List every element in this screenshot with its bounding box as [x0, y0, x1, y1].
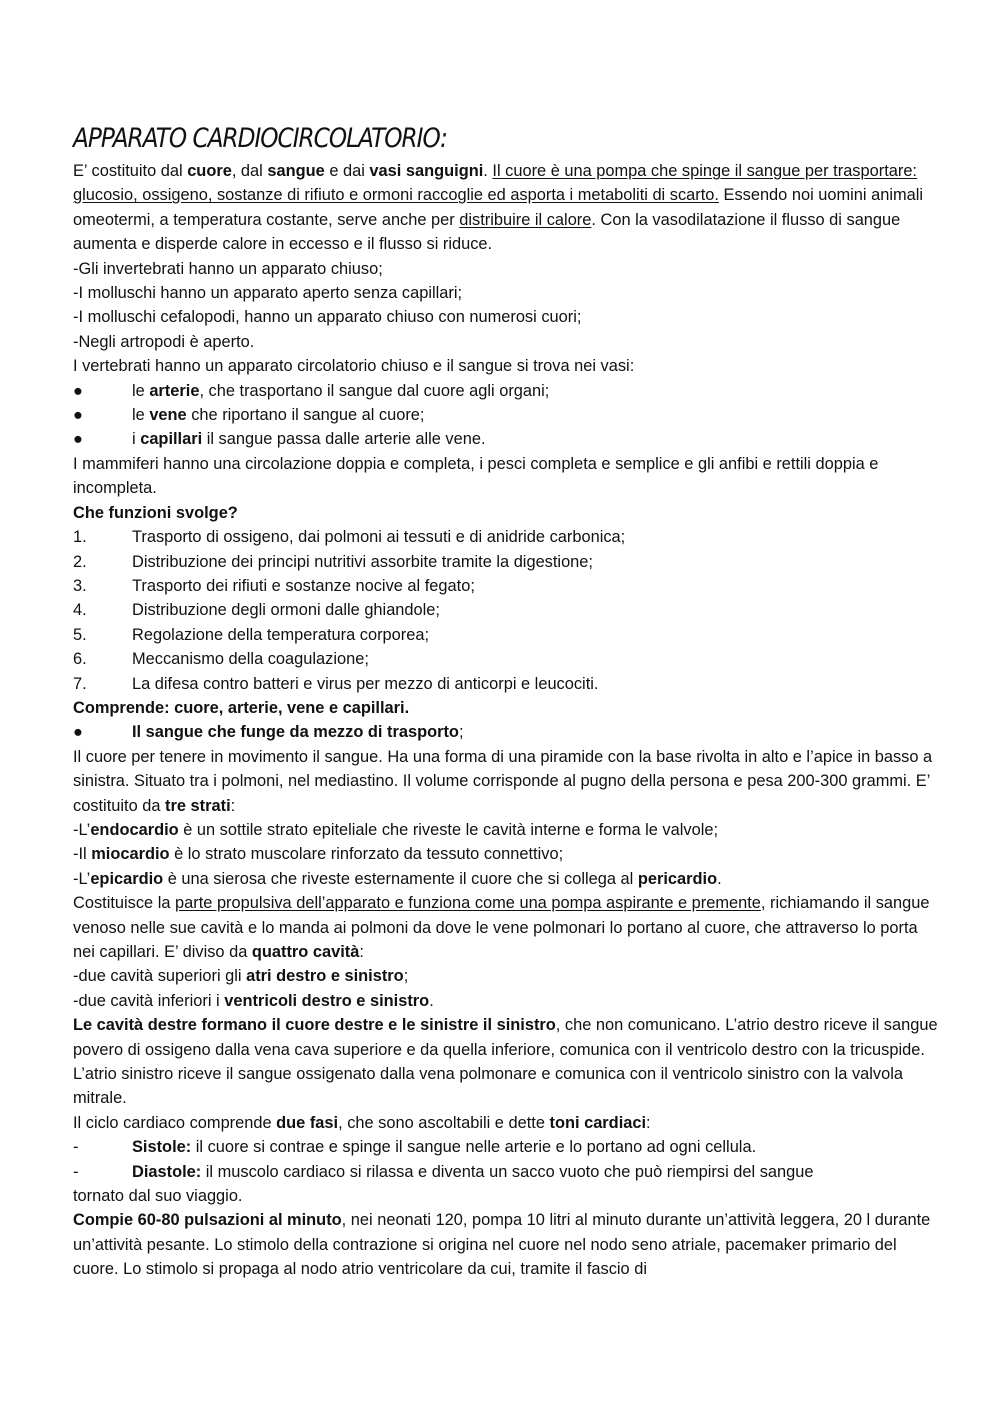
bullet-marker: ● [73, 381, 83, 400]
functions-heading: Che funzioni svolge? [73, 503, 238, 522]
tornato-line: tornato dal suo viaggio. [73, 1187, 243, 1206]
strato-line: -L’epicardio è una sierosa che riveste esternamente il cuore che si collega al pericardio. [73, 869, 722, 888]
list-item: 3. Trasporto dei rifiuti e sostanze nocive al fegato; [73, 576, 475, 595]
invertebrati-line: -Gli invertebrati hanno un apparato chiuso; [73, 259, 383, 278]
compie-paragraph: Compie 60-80 pulsazioni al minuto, nei neonati 120, pompa 10 litri al minuto durante un’attività leggera, 20 l durante un’attività pesante. Lo stimolo della contrazione si origina nel cuore nel nodo seno atriale, pacemaker primario del cuore. Lo stimolo si propaga al nodo atrio ventricolare da cui, tramite il fascio di [73, 1211, 931, 1279]
document-page [73, 118, 943, 1282]
mammiferi-paragraph: I mammiferi hanno una circolazione doppia e completa, i pesci completa e semplice e gli anfibi e rettili doppia e incompleta. [73, 454, 879, 498]
list-item: 5. Regolazione della temperatura corporea; [73, 625, 430, 644]
dash-marker: - [73, 1162, 79, 1181]
comprende-heading: Comprende: cuore, arterie, vene e capillari. [73, 698, 410, 717]
cavita-line: -due cavità inferiori i ventricoli destro e sinistro. [73, 991, 434, 1010]
molluschi-line: -I molluschi hanno un apparato aperto senza capillari; [73, 284, 463, 303]
list-item: 2. Distribuzione dei principi nutritivi assorbite tramite la digestione; [73, 552, 593, 571]
strato-line: -Il miocardio è lo strato muscolare rinforzato da tessuto connettivo; [73, 845, 564, 864]
vertebrati-line: I vertebrati hanno un apparato circolatorio chiuso e il sangue si trova nei vasi: [73, 357, 635, 376]
page-title: APPARATO CARDIOCIRCOLATORIO: [73, 123, 447, 154]
bullet-marker: ● [73, 430, 83, 449]
list-item: ● le vene che riportano il sangue al cuore; [73, 403, 943, 427]
cavita-line: -due cavità superiori gli atri destro e sinistro; [73, 967, 409, 986]
list-item: ● Il sangue che funge da mezzo di trasporto; [73, 720, 943, 744]
list-item: 7. La difesa contro batteri e virus per mezzo di anticorpi e leucociti. [73, 674, 599, 693]
cefalopodi-line: -I molluschi cefalopodi, hanno un apparato chiuso con numerosi cuori; [73, 308, 582, 327]
list-item: - Diastole: il muscolo cardiaco si rilassa e diventa un sacco vuoto che può riempirsi del sangue [73, 1160, 943, 1184]
list-item: - Sistole: il cuore si contrae e spinge il sangue nelle arterie e lo portano ad ogni cellula. [73, 1135, 943, 1159]
bullet-marker: ● [73, 406, 83, 425]
destre-paragraph: Le cavità destre formano il cuore destre e le sinistre il sinistro, che non comunicano. L’atrio destro riceve il sangue povero di ossigeno dalla vena cava superiore e da quella inferiore, comunica con il ventricolo destro con la tricuspide. L’atrio sinistro riceve il sangue ossigenato dalla vena polmonare e comunica con il ventricolo sinistro con la valvola mitrale. [73, 1016, 938, 1108]
strato-line: -L’endocardio è un sottile strato epiteliale che riveste le cavità interne e forma le valvole; [73, 820, 719, 839]
list-item: ● le arterie, che trasportano il sangue dal cuore agli organi; [73, 379, 943, 403]
bullet-marker: ● [73, 723, 83, 742]
list-item: 6. Meccanismo della coagulazione; [73, 650, 369, 669]
costituisce-paragraph: Costituisce la parte propulsiva dell’apparato e funziona come una pompa aspirante e premente, richiamando il sangue venoso nelle sue cavità e lo manda ai polmoni da dove le vene polmonari lo portano al cuore, che attraverso lo porta nei capillari. E’ diviso da quattro cavità: [73, 894, 930, 961]
list-item: 1. Trasporto di ossigeno, dai polmoni ai tessuti e di anidride carbonica; [73, 528, 626, 547]
list-item: 4. Distribuzione degli ormoni dalle ghiandole; [73, 601, 440, 620]
ciclo-paragraph: Il ciclo cardiaco comprende due fasi, che sono ascoltabili e dette toni cardiaci: [73, 1113, 651, 1132]
cuore-paragraph: Il cuore per tenere in movimento il sangue. Ha una forma di una piramide con la base rivolta in alto e l’apice in basso a sinistra. Situato tra i polmoni, nel mediastino. Il volume corrisponde al pugno della persona e pesa 200-300 grammi. E’ costituito da tre strati: [73, 747, 933, 815]
intro-paragraph: E’ costituito dal cuore, dal sangue e dai vasi sanguigni. Il cuore è una pompa che spinge il sangue per trasportare: glucosio, ossigeno, sostanze di rifiuto e ormoni raccoglie ed asporta i metaboliti di scarto. Essendo noi uomini animali omeotermi, a temperatura costante, serve anche per distribuire il calore. Con la vasodilatazione il flusso di sangue aumenta e disperde calore in eccesso e il flusso si riduce. [73, 162, 924, 254]
list-item: ● i capillari il sangue passa dalle arterie alle vene. [73, 427, 943, 451]
artropodi-line: -Negli artropodi è aperto. [73, 332, 255, 351]
dash-marker: - [73, 1138, 79, 1157]
